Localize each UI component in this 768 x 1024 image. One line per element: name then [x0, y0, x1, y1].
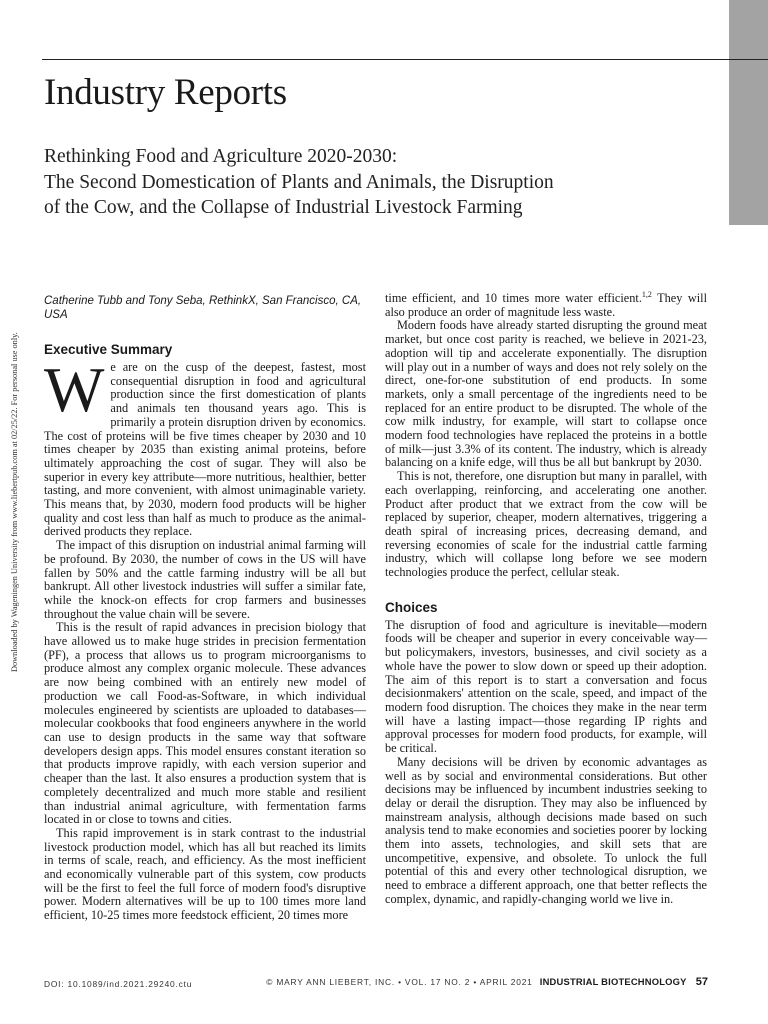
paragraph	[44, 354, 366, 539]
left-column	[44, 294, 366, 923]
section-title: Industry Reports	[44, 72, 287, 113]
paragraph: The disruption of food and agriculture is inevitable—modern foods will be cheaper and superior in every conceivable way—but policymakers, investors, businesses, and civil society as a whole have the power to slow down or speed up their adoption. The aim of this report is to start a conversation and focus decisionmakers' attention on the scale, speed, and impact of the modern food disruption. The choices they make in the near term will have a lasting impact—those regarding IP rights and approval processes for modern food products, for example, will be critical.	[385, 617, 707, 756]
paragraph-text: e are on the cusp of the deepest, fastest, most consequential disruption in food and agricultural production since the first domestication of plants and animals ten thousand years ago. This is primarily a protein disruption driven by economics. The cost of proteins will be five times cheaper by 2030 and 10 times cheaper by 2035 than existing animal proteins, before ultimately approaching the cost of sugar. They will also be superior in every key attribute—more nutritious, healthier, better tasting, and more convenient, with almost unimaginable variety. This means that, by 2030, modern food products will be higher quality and cost less than half as much to produce as the animal-derived products they replace.	[44, 360, 366, 539]
choices-heading: Choices	[385, 599, 438, 615]
paragraph: The impact of this disruption on industrial animal farming will be profound. By 2030, the number of cows in the US will have fallen by 50% and the cattle farming industry will be all but bankrupt. All other livestock industries will suffer a similar fate, while the knock-on effects for crop farmers and businesses throughout the value chain will be severe.	[44, 538, 366, 621]
paragraph: This is not, therefore, one disruption but many in parallel, with each overlapping, reinforcing, and accelerating one another. Product after product that we extract from the cow will be replaced by superior, cheaper, modern alternatives, triggering a death spiral of increasing prices, decreasing demand, and reversing economies of scale for the industrial cattle farming industry, which will collapse long before we see modern technologies produce the perfect, cellular steak.	[385, 469, 707, 580]
paragraph: This rapid improvement is in stark contrast to the industrial livestock production model, which has all but reached its limits in terms of scale, reach, and efficiency. As the most inefficient and economically vulnerable part of this system, cow products will be the first to feel the full force of modern food's disruptive power. Modern alternatives will be up to 100 times more land efficient, 10-25 times more feedstock efficient, 20 times more	[44, 825, 366, 923]
paragraph-text: time efficient, and 10 times more water efficient.	[385, 291, 642, 305]
article-title-line: The Second Domestication of Plants and Animals, the Disruption	[44, 171, 554, 193]
publisher-info: © MARY ANN LIEBERT, INC. • VOL. 17 NO. 2 • APRIL 2021	[266, 977, 533, 987]
article-title-line: Rethinking Food and Agriculture 2020-2030:	[44, 146, 398, 167]
paragraph: This is the result of rapid advances in precision biology that have allowed us to make huge strides in precision fermentation (PF), a process that allows us to program microorganisms to produce almost any complex organic molecule. These advances are now being combined with an entirely new model of production we call Food-as-Software, in which individual molecules engineered by scientists are uploaded to databases—molecular cookbooks that food engineers anywhere in the world can use to design products in the same way that software developers design apps. This model ensures constant iteration so that products improve rapidly, with each version superior and cheaper than the last. It also ensures a production system that is completely decentralized and much more stable and resilient than industrial animal agriculture, with fermentation farms located in or close to towns and cities.	[44, 620, 366, 827]
footer-right	[266, 976, 708, 988]
reference-superscript: 1,2	[641, 289, 652, 299]
paragraph: Modern foods have already started disrupting the ground meat market, but once cost parity is reached, we believe in 2021-23, adoption will tip and accelerate exponentially. The disruption will play out in a number of ways and does not rely solely on the direct, one-for-one substitution of end products. In some markets, only a small percentage of the ingredients need to be replaced for an entire product to be disrupted. The whole of the cow milk industry, for example, will start to collapse once modern food technologies have replaced the proteins in a bottle of milk—just 3.3% of its content. The industry, which is already balancing on a knife edge, will thus be all but bankrupt by 2030.	[385, 318, 707, 470]
drop-cap: W	[44, 354, 105, 425]
journal-name: INDUSTRIAL BIOTECHNOLOGY	[539, 976, 687, 987]
download-notice: Downloaded by Wageningen University from www.liebertpub.com at 02/25/22. For personal use only.	[10, 332, 19, 672]
paragraph-continued	[385, 289, 707, 319]
article-title	[44, 144, 704, 221]
author-line: Catherine Tubb and Tony Seba, RethinkX, San Francisco, CA, USA	[44, 295, 362, 321]
page-number: 57	[695, 976, 708, 988]
paragraph: Many decisions will be driven by economic advantages as well as by social and environmental considerations. But other decisions may be influenced by incumbent industries seeking to delay or derail the disruption. They may also be influenced by mainstream analysis, although decisions made based on such analysis tend to make economies and societies poorer by locking them into assets, technologies, and skill sets that are uncompetitive, expensive, and obsolete. To unlock the full potential of this and every other technological disruption, we need to embrace a different approach, one that better reflects the complex, dynamic, and rapidly-changing world we live in.	[385, 754, 707, 906]
header-rule	[42, 59, 768, 60]
paragraph-text: They will also produce an order of magnitude less waste.	[385, 291, 707, 319]
section-tab	[729, 0, 768, 225]
right-column	[385, 289, 707, 907]
executive-summary-heading: Executive Summary	[44, 342, 173, 357]
page-footer	[44, 975, 708, 991]
article-title-line: of the Cow, and the Collapse of Industrial Livestock Farming	[44, 197, 523, 218]
doi-link[interactable]: DOI: 10.1089/ind.2021.29240.ctu	[44, 979, 193, 989]
